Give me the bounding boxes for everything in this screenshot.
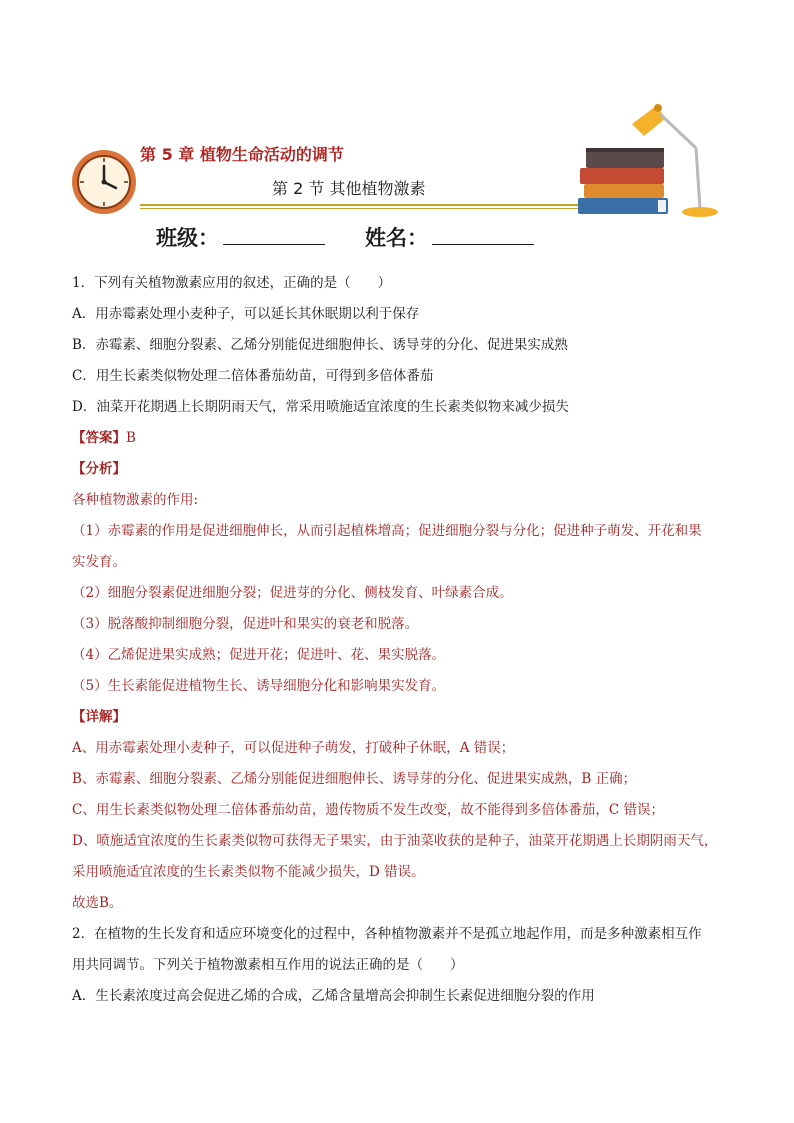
q1-option-b: B．赤霉素、细胞分裂素、乙烯分别能促进细胞伸长、诱导芽的分化、促进果实成熟 [72,337,568,353]
worksheet-header [0,90,794,220]
analysis-item-1-cont: 实发育。 [72,554,126,570]
section-title: 第 2 节 其他植物激素 [272,179,426,198]
name-class-bar [156,222,534,252]
q1-option-d: D．油菜开花期遇上长期阴雨天气，常采用喷施适宜浓度的生长素类似物来减少损失 [72,399,569,415]
clock-icon [70,148,138,216]
lamp-books-illustration [574,96,724,222]
detail-item-c: C、用生长素类似物处理二倍体番茄幼苗，遗传物质不发生改变，故不能得到多倍体番茄，C 错误； [72,802,664,818]
analysis-item-2: （2）细胞分裂素促进细胞分裂；促进芽的分化、侧枝发育、叶绿素合成。 [72,585,513,601]
q1-option-a: A．用赤霉素处理小麦种子，可以延长其休眠期以利于保存 [72,306,420,322]
detail-item-d: D、喷施适宜浓度的生长素类似物可获得无子果实，由于油菜收获的是种子，油菜开花期遇上长期阴雨天气， [72,833,718,849]
detail-item-b: B、赤霉素、细胞分裂素、乙烯分别能促进细胞伸长、诱导芽的分化、促进果实成熟，B 正确； [72,771,637,787]
analysis-tag: 【分析】 [72,461,126,477]
class-field[interactable] [223,226,325,245]
detail-item-a: A、用赤霉素处理小麦种子，可以促进种子萌发，打破种子休眠，A 错误； [72,740,515,756]
analysis-item-4: （4）乙烯促进果实成熟；促进开花；促进叶、花、果实脱落。 [72,647,446,663]
question-content [72,268,732,1012]
q2-option-a: A．生长素浓度过高会促进乙烯的合成，乙烯含量增高会抑制生长素促进细胞分裂的作用 [72,988,595,1004]
detail-item-d-cont: 采用喷施适宜浓度的生长素类似物不能减少损失，D 错误。 [72,864,425,880]
header-rule [140,204,580,206]
name-label: 姓名： [365,226,428,250]
q1-stem: 1．下列有关植物激素应用的叙述，正确的是（ ） [72,275,392,291]
analysis-item-5: （5）生长素能促进植物生长、诱导细胞分化和影响果实发育。 [72,678,446,694]
analysis-item-3: （3）脱落酸抑制细胞分裂，促进叶和果实的衰老和脱落。 [72,616,419,632]
class-label: 班级： [156,226,219,250]
chapter-title: 第 5 章 植物生命活动的调节 [140,145,344,164]
name-field[interactable] [432,226,534,245]
analysis-intro: 各种植物激素的作用: [72,492,199,508]
answer-tag: 【答案】 [72,430,126,446]
header-rule-thin [140,208,580,209]
answer-value: B [126,430,136,446]
q1-answer [72,423,732,454]
detail-tag: 【详解】 [72,709,126,725]
analysis-item-1: （1）赤霉素的作用是促进细胞伸长，从而引起植株增高；促进细胞分裂与分化；促进种子萌发、开花和果 [72,523,702,539]
q2-stem-line-2: 用共同调节。下列关于植物激素相互作用的说法正确的是（ ） [72,957,464,973]
conclusion: 故选B。 [72,895,123,911]
q1-option-c: C．用生长素类似物处理二倍体番茄幼苗，可得到多倍体番茄 [72,368,434,384]
q2-stem-line-1: 2．在植物的生长发育和适应环境变化的过程中，各种植物激素并不是孤立地起作用，而是多种激素相互作 [72,926,702,942]
